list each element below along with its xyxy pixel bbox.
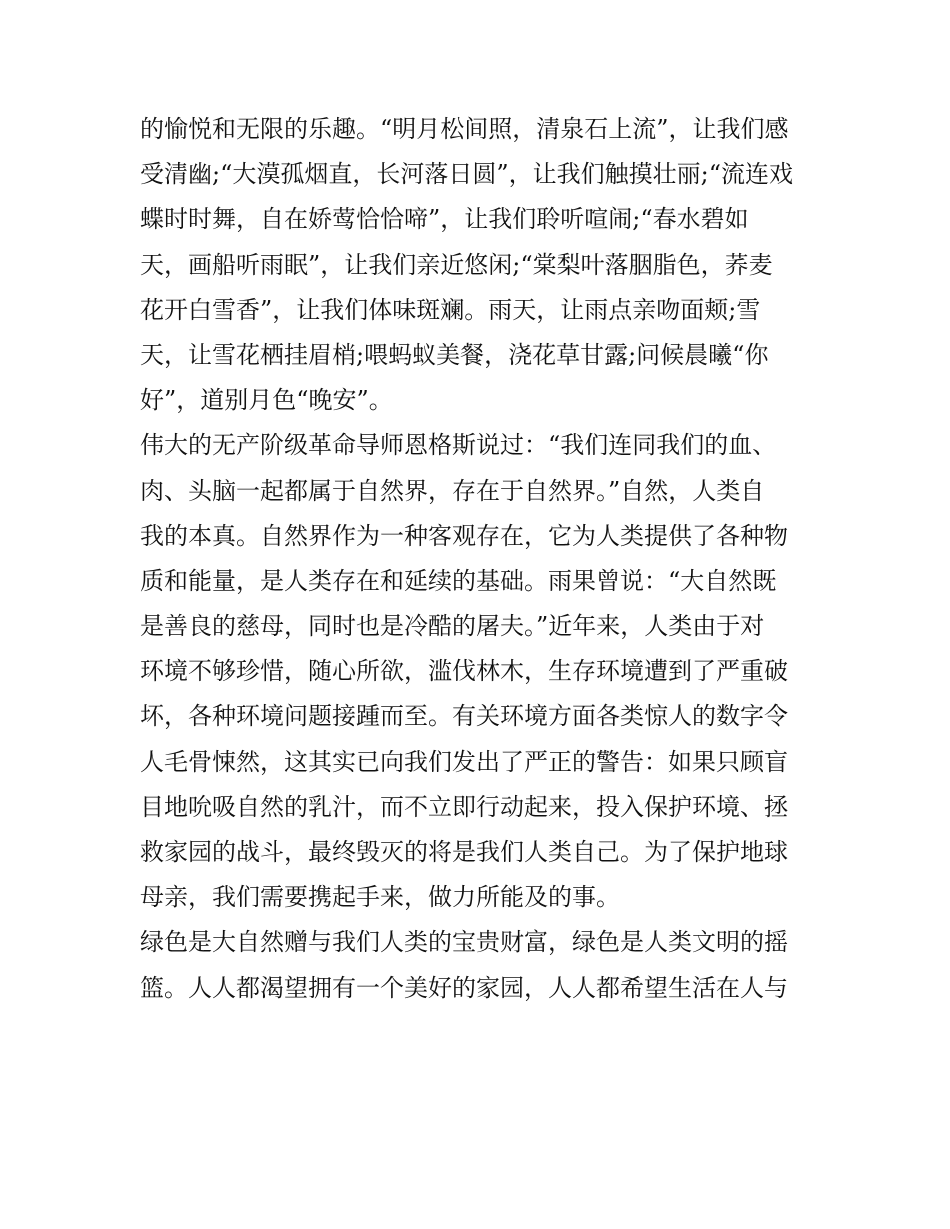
text-line: 是善良的慈母，同时也是冷酷的屠夫。”近年来，人类由于对 xyxy=(140,612,765,641)
text-line: 环境不够珍惜，随心所欲，滥伐林木，生存环境遭到了严重破 xyxy=(140,657,788,686)
text-line: 伟大的无产阶级革命导师恩格斯说过：“我们连同我们的血、 xyxy=(140,431,777,460)
text-line: 花开白雪香”，让我们体味斑斓。雨天，让雨点亲吻面颊;雪 xyxy=(140,295,761,324)
text-line: 受清幽;“大漠孤烟直，长河落日圆”，让我们触摸壮丽;“流连戏 xyxy=(140,160,793,189)
text-line: 好”，道别月色“晚安”。 xyxy=(140,386,393,415)
text-line: 母亲，我们需要携起手来，做力所能及的事。 xyxy=(140,883,620,912)
text-line: 蝶时时舞，自在娇莺恰恰啼”，让我们聆听喧闹;“春水碧如 xyxy=(140,205,749,234)
text-line: 的愉悦和无限的乐趣。“明月松间照，清泉石上流”，让我们感 xyxy=(140,115,789,143)
text-line: 我的本真。自然界作为一种客观存在，它为人类提供了各种物 xyxy=(140,521,788,550)
text-line: 质和能量，是人类存在和延续的基础。雨果曾说：“大自然既 xyxy=(140,566,777,595)
text-line: 救家园的战斗，最终毁灭的将是我们人类自己。为了保护地球 xyxy=(140,838,788,866)
text-line: 坏，各种环境问题接踵而至。有关环境方面各类惊人的数字令 xyxy=(140,702,788,731)
document-body xyxy=(140,107,830,1011)
text-line: 天，画船听雨眠”，让我们亲近悠闲;“棠梨叶落胭脂色，荞麦 xyxy=(140,250,773,279)
text-line: 篮。人人都渴望拥有一个美好的家园，人人都希望生活在人与 xyxy=(140,973,788,1002)
text-line: 天，让雪花栖挂眉梢;喂蚂蚁美餐，浇花草甘露;问候晨曦“你 xyxy=(140,340,769,369)
text-line: 肉、头脑一起都属于自然界，存在于自然界。”自然，人类自 xyxy=(140,476,765,505)
text-line: 目地吮吸自然的乳汁，而不立即行动起来，投入保护环境、拯 xyxy=(140,792,788,821)
text-line: 人毛骨悚然，这其实已向我们发出了严正的警告：如果只顾盲 xyxy=(140,747,788,776)
text-line: 绿色是大自然赠与我们人类的宝贵财富，绿色是人类文明的摇 xyxy=(140,928,788,957)
